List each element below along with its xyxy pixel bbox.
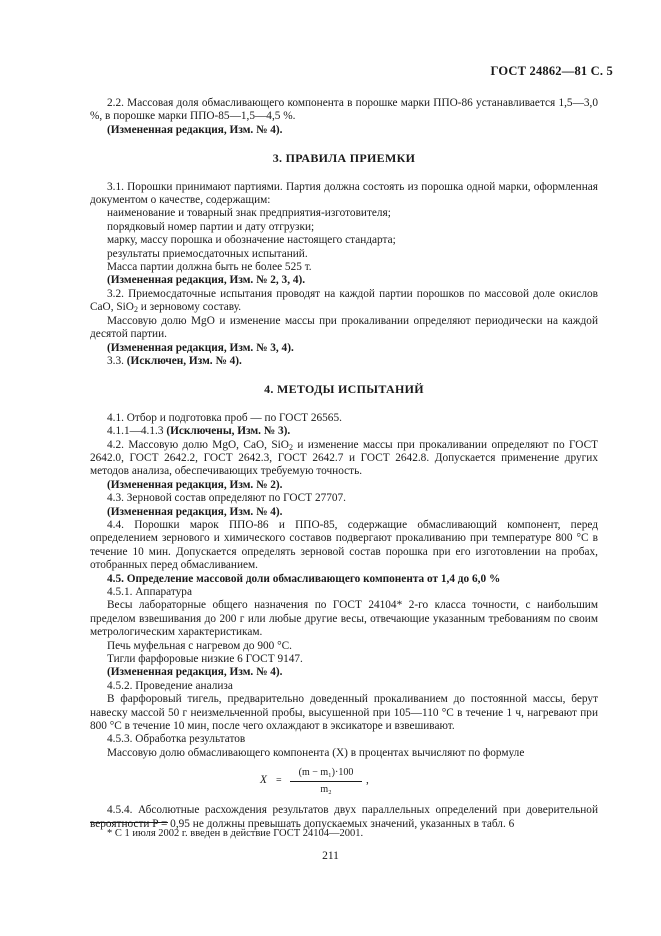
paragraph-4-5-1: 4.5.1. Аппаратура	[107, 586, 192, 598]
list-item: результаты приемосдаточных испытаний.	[107, 247, 308, 260]
paragraph-4-3: 4.3. Зерновой состав определяют по ГОСТ 27707.	[107, 492, 347, 505]
paragraph-2-2: 2.2. Массовая доля обмасливающего компонента в порошке марки ППО-86 устанавливается 1,5—3,0 %, в порошке марки ППО-85—1,5—4,5 %.	[90, 97, 598, 123]
section-4-title: 4. МЕТОДЫ ИСПЫТАНИЙ	[264, 382, 424, 397]
revision-note: (Измененная редакция, Изм. № 4).	[107, 505, 283, 518]
paragraph-3-2-mgo: Массовую долю MgO и изменение массы при прокаливании определяют периодически на каждой десятой партии.	[90, 314, 598, 341]
formula-equals: =	[276, 775, 282, 787]
formula	[90, 766, 598, 796]
section-3-title: 3. ПРАВИЛА ПРИЕМКИ	[272, 151, 416, 166]
revision-note: (Измененная редакция, Изм. № 3, 4).	[107, 341, 294, 354]
list-item: порядковый номер партии и дату отгрузки;	[107, 220, 315, 233]
paragraph-4-2: 4.2. Массовую долю MgO, CaO, SiO$_2$ и изменение массы при прокаливании определяют по ГОСТ 2642.0, ГОСТ 2642.2, ГОСТ 2642.3, ГОСТ 2642.7 и ГОСТ 2642.8. Допускается применение других методов анализа, обеспечивающих требуемую точность.	[90, 438, 598, 478]
document-body	[90, 97, 598, 831]
paragraph-4-5-3-text: Массовую долю обмасливающего компонента (X) в процентах вычисляют по формуле	[107, 746, 525, 759]
revision-note: (Измененная редакция, Изм. № 4).	[107, 123, 283, 136]
formula-fraction	[290, 766, 362, 796]
revision-note: (Измененная редакция, Изм. № 2).	[107, 478, 283, 491]
revision-note: (Измененная редакция, Изм. № 2, 3, 4).	[107, 274, 306, 287]
list-item: Масса партии должна быть не более 525 т.	[107, 261, 312, 274]
formula-numerator: (m − m₁)·100	[290, 766, 362, 781]
list-item: марку, массу порошка и обозначение настоящего стандарта;	[107, 234, 396, 247]
paragraph-4-5-3: 4.5.3. Обработка результатов	[107, 733, 246, 746]
paragraph-4-5-2: 4.5.2. Проведение анализа	[107, 679, 233, 692]
document-header: ГОСТ 24862—81 С. 5	[490, 64, 613, 78]
paragraph-3-1: 3.1. Порошки принимают партиями. Партия должна состоять из порошка одной марки, оформленная документом о качестве, содержащим:	[90, 180, 598, 207]
revision-note: (Измененная редакция, Изм. № 4).	[107, 666, 283, 679]
list-item: наименование и товарный знак предприятия-изготовителя;	[107, 207, 391, 220]
paragraph-3-3: 3.3. (Исключен, Изм. № 4).	[107, 354, 242, 367]
paragraph-4-1-1: 4.1.1—4.1.3 (Исключены, Изм. № 3).	[107, 425, 291, 438]
formula-denominator: m₂	[320, 783, 332, 795]
footnote: * С 1 июля 2002 г. введен в действие ГОСТ 24104—2001.	[107, 828, 364, 839]
paragraph-4-5-1-scales: Весы лабораторные общего назначения по ГОСТ 24104* 2-го класса точности, с наибольшим пределом взвешивания до 200 г или любые другие весы, отвечающие указанным требованиям по своим метрологическим характеристикам.	[90, 599, 598, 639]
paragraph-4-4: 4.4. Порошки марок ППО-86 и ППО-85, содержащие обмасливающий компонент, перед определением зернового и химического составов подвергают прокаливанию при температуре 800 °С в течение 10 мин. Допускается определять зерновой состав порошка при его изготовлении на пробах, отобранных перед обмасливанием.	[90, 518, 598, 572]
paragraph-3-2: 3.2. Приемосдаточные испытания проводят на каждой партии порошков по массовой доле окислов CaO, SiO$_2$ и зерновому составу.	[90, 287, 598, 315]
paragraph-4-1: 4.1. Отбор и подготовка проб — по ГОСТ 26565.	[107, 411, 342, 424]
paragraph-4-5-1-crucibles: Тигли фарфоровые низкие 6 ГОСТ 9147.	[107, 653, 303, 666]
footnote-divider	[90, 822, 168, 823]
paragraph-4-5-2-procedure: В фарфоровый тигель, предварительно доведенный прокаливанием до постоянной массы, берут навеску массой 50 г неизмельченной пробы, высушенной при 105—110 °С в течение 1 ч, нагревают при 800 °С в течение 10 мин, после чего охлаждают в эксикаторе и взвешивают.	[90, 693, 598, 733]
paragraph-4-5-4: 4.5.4. Абсолютные расхождения результатов двух параллельных определений при доверительной вероятности P = 0,95 не должны превышать допускаемых значений, указанных в табл. 6	[90, 804, 598, 830]
paragraph-4-5-heading: 4.5. Определение массовой доли обмасливающего компонента от 1,4 до 6,0 %	[107, 572, 501, 585]
paragraph-4-5-1-furnace: Печь муфельная с нагревом до 900 °С.	[107, 639, 292, 652]
formula-comma: ,	[366, 774, 369, 787]
page-number: 211	[322, 850, 339, 862]
formula-lhs: X	[260, 774, 267, 787]
